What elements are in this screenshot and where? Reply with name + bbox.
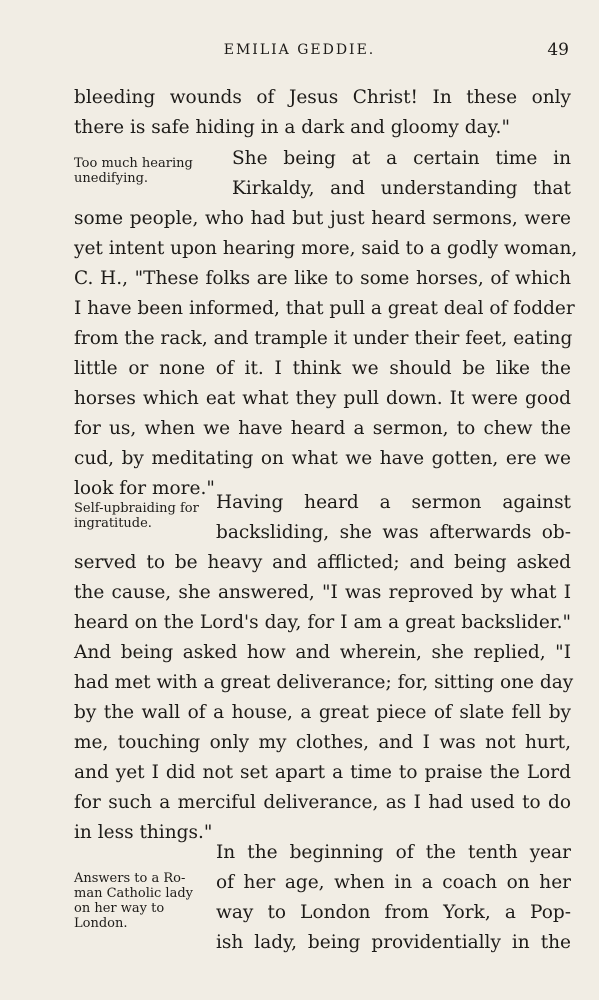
text-line: in less things." (74, 822, 213, 843)
text-line: way to London from York, a Pop- (216, 902, 571, 923)
text-line: me, touching only my clothes, and I was not hurt, (74, 732, 571, 753)
text-line: and yet I did not set apart a time to praise the Lord (74, 762, 571, 783)
text-line: C. H., "These folks are like to some horses, of which (74, 268, 571, 289)
margin-note: Self-upbraiding for (74, 501, 199, 516)
text-line: ish lady, being providentially in the (216, 932, 571, 953)
text-line: had met with a great deliverance; for, sitting one day (74, 672, 574, 693)
text-line: of her age, when in a coach on her (216, 872, 571, 893)
page-number: 49 (547, 40, 569, 60)
text-line: In the beginning of the tenth year (216, 842, 571, 863)
text-line: for us, when we have heard a sermon, to chew the (74, 418, 571, 439)
margin-note: ingratitude. (74, 516, 152, 531)
margin-note: Answers to a Ro- (74, 871, 186, 886)
text-line: backsliding, she was afterwards ob- (216, 522, 571, 543)
margin-note: unedifying. (74, 171, 149, 186)
margin-note: on her way to (74, 901, 165, 916)
margin-note: man Catholic lady (74, 886, 194, 901)
text-line: from the rack, and trample it under their feet, eating (74, 328, 573, 349)
text-line: Kirkaldy, and understanding that (232, 178, 571, 199)
text-line: for such a merciful deliverance, as I had used to do (74, 792, 571, 813)
text-line: little or none of it. I think we should be like the (74, 358, 571, 379)
text-line: Having heard a sermon against (216, 492, 571, 513)
text-line: bleeding wounds of Jesus Christ! In these only (74, 87, 571, 108)
text-line: And being asked how and wherein, she replied, "I (74, 642, 571, 663)
text-line: heard on the Lord's day, for I am a great backslider." (74, 612, 571, 633)
text-line: the cause, she answered, "I was reproved by what I (74, 582, 571, 603)
text-line: look for more." (74, 478, 215, 499)
margin-note: London. (74, 916, 128, 931)
running-title: EMILIA GEDDIE. (223, 42, 376, 58)
text-line: I have been informed, that pull a great deal of fodder (74, 298, 575, 319)
text-line: some people, who had but just heard sermons, were (74, 208, 571, 229)
text-line: horses which eat what they pull down. It were good (74, 388, 571, 409)
margin-note: Too much hearing (74, 156, 193, 171)
text-line: by the wall of a house, a great piece of slate fell by (74, 702, 571, 723)
text-line: yet intent upon hearing more, said to a godly woman, (74, 238, 578, 259)
text-line: there is safe hiding in a dark and gloomy day." (74, 117, 510, 138)
text-line: cud, by meditating on what we have gotten, ere we (74, 448, 571, 469)
text-line: served to be heavy and afflicted; and being asked (74, 552, 571, 573)
text-line: She being at a certain time in (232, 148, 571, 169)
